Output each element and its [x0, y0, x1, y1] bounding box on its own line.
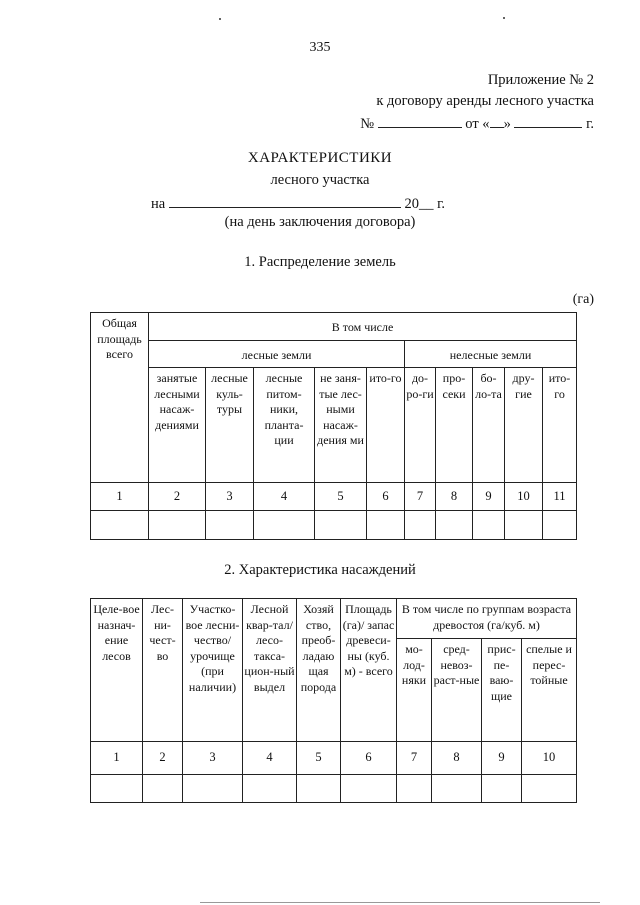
table-cell[interactable]	[405, 511, 436, 540]
table-cell[interactable]	[315, 511, 367, 540]
col-forest-total: ито-го	[367, 368, 405, 483]
col-other: дру-гие	[505, 368, 543, 483]
column-number: 4	[254, 483, 315, 511]
document-title: ХАРАКТЕРИСТИКИ	[247, 150, 393, 166]
col-area-stock: Площадь (га)/ запас древеси-ны (куб. м) - всего	[341, 599, 397, 742]
column-number: 3	[206, 483, 254, 511]
including-header: В том числе	[149, 313, 577, 341]
column-number: 6	[341, 742, 397, 775]
column-number: 6	[367, 483, 405, 511]
date-note: (на день заключения договора)	[224, 214, 416, 230]
col-roads: до-ро-ги	[405, 368, 436, 483]
col-purpose: Целе-вое назнач-ение лесов	[91, 599, 143, 742]
date-blank	[169, 193, 401, 208]
unit-label: (га)	[572, 292, 594, 307]
table-cell[interactable]	[183, 775, 243, 803]
column-number: 1	[91, 742, 143, 775]
col-cultures: лесные куль-туры	[206, 368, 254, 483]
col-nonforest-total: ито-го	[543, 368, 577, 483]
col-quarter: Лесной квар-тал/ лесо-такса-цион-ный выдел	[243, 599, 297, 742]
number-label: №	[360, 116, 375, 132]
table-cell[interactable]	[149, 511, 206, 540]
col-mature: спелые и перес-тойные	[522, 639, 577, 742]
table-cell[interactable]	[206, 511, 254, 540]
nonforest-lands-header: нелесные земли	[405, 341, 577, 368]
col-clearings: про-секи	[436, 368, 473, 483]
scan-speck	[503, 17, 505, 19]
column-number: 11	[543, 483, 577, 511]
column-number: 3	[183, 742, 243, 775]
table-cell[interactable]	[482, 775, 522, 803]
column-number: 8	[432, 742, 482, 775]
table-cell[interactable]	[436, 511, 473, 540]
column-number: 10	[522, 742, 577, 775]
table-cell[interactable]	[297, 775, 341, 803]
col-young: мо-лод-няки	[397, 639, 432, 742]
from-label: от «	[465, 116, 490, 132]
col-maturing: прис-пе-ваю-щие	[482, 639, 522, 742]
forest-lands-header: лесные земли	[149, 341, 405, 368]
table-cell[interactable]	[243, 775, 297, 803]
column-number: 4	[243, 742, 297, 775]
quote-close: »	[503, 116, 511, 132]
document-subtitle: лесного участка	[270, 172, 370, 188]
table-cell[interactable]	[543, 511, 577, 540]
table-cell[interactable]	[473, 511, 505, 540]
page-number: 335	[309, 40, 331, 55]
column-number: 8	[436, 483, 473, 511]
column-number: 7	[405, 483, 436, 511]
appendix-number-line	[360, 113, 594, 135]
col-unoccupied: не заня-тые лес-ными насаж-дения ми	[315, 368, 367, 483]
column-number: 2	[143, 742, 183, 775]
age-groups-header: В том числе по группам возраста древостоя (га/куб. м)	[397, 599, 577, 639]
land-distribution-table	[90, 312, 577, 540]
appendix-title: Приложение № 2	[487, 72, 594, 88]
col-species: Хозяй ство, преоб-ладаю щая порода	[297, 599, 341, 742]
scan-speck	[219, 18, 221, 20]
table-cell[interactable]	[91, 775, 143, 803]
col-forestry: Лес-ни-чест-во	[143, 599, 183, 742]
column-number: 9	[482, 742, 522, 775]
column-number: 2	[149, 483, 206, 511]
table-cell[interactable]	[505, 511, 543, 540]
table-cell[interactable]	[432, 775, 482, 803]
column-number-row	[91, 742, 577, 775]
appendix-contract: к договору аренды лесного участка	[376, 93, 594, 109]
month-blank	[514, 113, 582, 128]
col-occupied: занятые лесными насаж-дениями	[149, 368, 206, 483]
col-total-area: Общая площадь всего	[91, 313, 149, 483]
table-cell[interactable]	[254, 511, 315, 540]
column-number: 9	[473, 483, 505, 511]
column-number: 1	[91, 483, 149, 511]
day-blank	[490, 113, 504, 128]
col-middle-aged: сред-невоз-раст-ные	[432, 639, 482, 742]
table-cell[interactable]	[522, 775, 577, 803]
table-cell[interactable]	[397, 775, 432, 803]
col-nurseries: лесные питом-ники, планта-ции	[254, 368, 315, 483]
section1-title: 1. Распределение земель	[244, 254, 396, 270]
date-line	[0, 193, 618, 213]
on-label: на	[150, 196, 166, 212]
col-district: Участко-вое лесни-чество/ урочище (при наличии)	[183, 599, 243, 742]
stands-characteristics-table	[90, 598, 577, 803]
col-swamps: бо-ло-та	[473, 368, 505, 483]
table-row	[91, 511, 577, 540]
page-bottom-edge	[200, 902, 600, 903]
year-label: 20__ г.	[404, 196, 445, 212]
column-number: 5	[315, 483, 367, 511]
section2-title: 2. Характеристика насаждений	[224, 562, 416, 578]
table-cell[interactable]	[143, 775, 183, 803]
column-number: 5	[297, 742, 341, 775]
column-number: 7	[397, 742, 432, 775]
table-row	[91, 775, 577, 803]
column-number: 10	[505, 483, 543, 511]
table-cell[interactable]	[367, 511, 405, 540]
column-number-row	[91, 483, 577, 511]
table-cell[interactable]	[91, 511, 149, 540]
number-blank	[378, 113, 462, 128]
year-suffix: г.	[586, 116, 594, 132]
table-cell[interactable]	[341, 775, 397, 803]
